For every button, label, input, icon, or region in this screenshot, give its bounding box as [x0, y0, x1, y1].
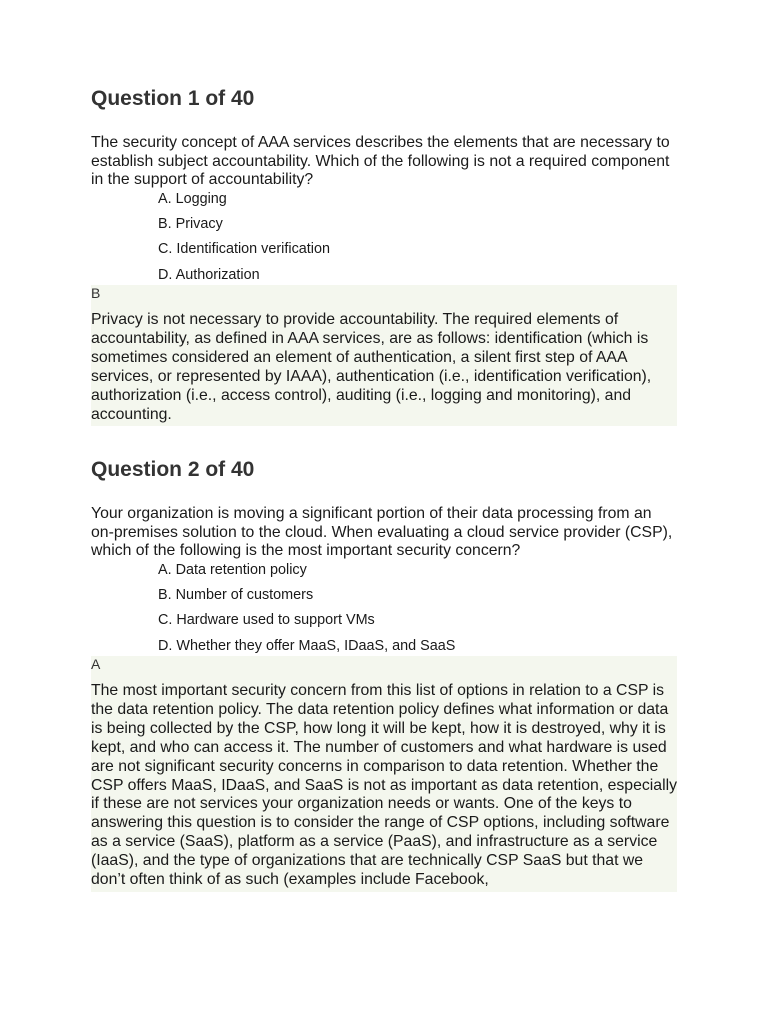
question-title: Question 2 of 40 — [91, 458, 255, 481]
answer-options — [91, 562, 677, 663]
answer-options — [91, 191, 677, 292]
question-title: Question 1 of 40 — [91, 87, 255, 110]
question-1 — [91, 87, 677, 426]
correct-answer: B — [91, 285, 677, 311]
question-2 — [91, 458, 677, 892]
option-d: D. Authorization — [158, 266, 260, 283]
option-b: B. Number of customers — [158, 587, 314, 604]
option-a: A. Data retention policy — [158, 561, 307, 578]
answer-explanation: Privacy is not necessary to provide accountability. The required elements of accountability, as defined in AAA services, are as follows: identification (which is sometimes considered an element of authentication, a silent first step of AAA services, or represented by IAAA), authentication (i.e., identification verification), authorization (i.e., access control), auditing (i.e., logging and monitoring), and accounting. — [91, 311, 677, 426]
option-c: C. Identification verification — [158, 241, 330, 258]
answer-explanation: The most important security concern from this list of options in relation to a CSP is the data retention policy. The data retention policy defines what information or data is being collected by the CSP, how long it will be kept, how it is destroyed, why it is kept, and who can access it. The number of customers and what hardware is used are not significant security concerns in comparison to data retention. Whether the CSP offers MaaS, IDaaS, and SaaS is not as important as data retention, especially if these are not services your organization needs or wants. One of the keys to answering this question is to consider the range of CSP options, including software as a service (SaaS), platform as a service (PaaS), and infrastructure as a service (IaaS), and the type of organizations that are technically CSP SaaS but that we don’t often think of as such (examples include Facebook, — [91, 682, 677, 892]
question-text: Your organization is moving a significant portion of their data processing from an on-premises solution to the cloud. When evaluating a cloud service provider (CSP), which of the following is the most important security concern? — [91, 505, 673, 560]
option-d: D. Whether they offer MaaS, IDaaS, and SaaS — [158, 637, 456, 654]
correct-answer: A — [91, 656, 677, 682]
option-a: A. Logging — [158, 190, 227, 207]
option-b: B. Privacy — [158, 216, 223, 233]
option-c: C. Hardware used to support VMs — [158, 612, 375, 629]
question-text: The security concept of AAA services describes the elements that are necessary to establish subject accountability. Which of the following is not a required component in the support of accountability? — [91, 134, 670, 189]
